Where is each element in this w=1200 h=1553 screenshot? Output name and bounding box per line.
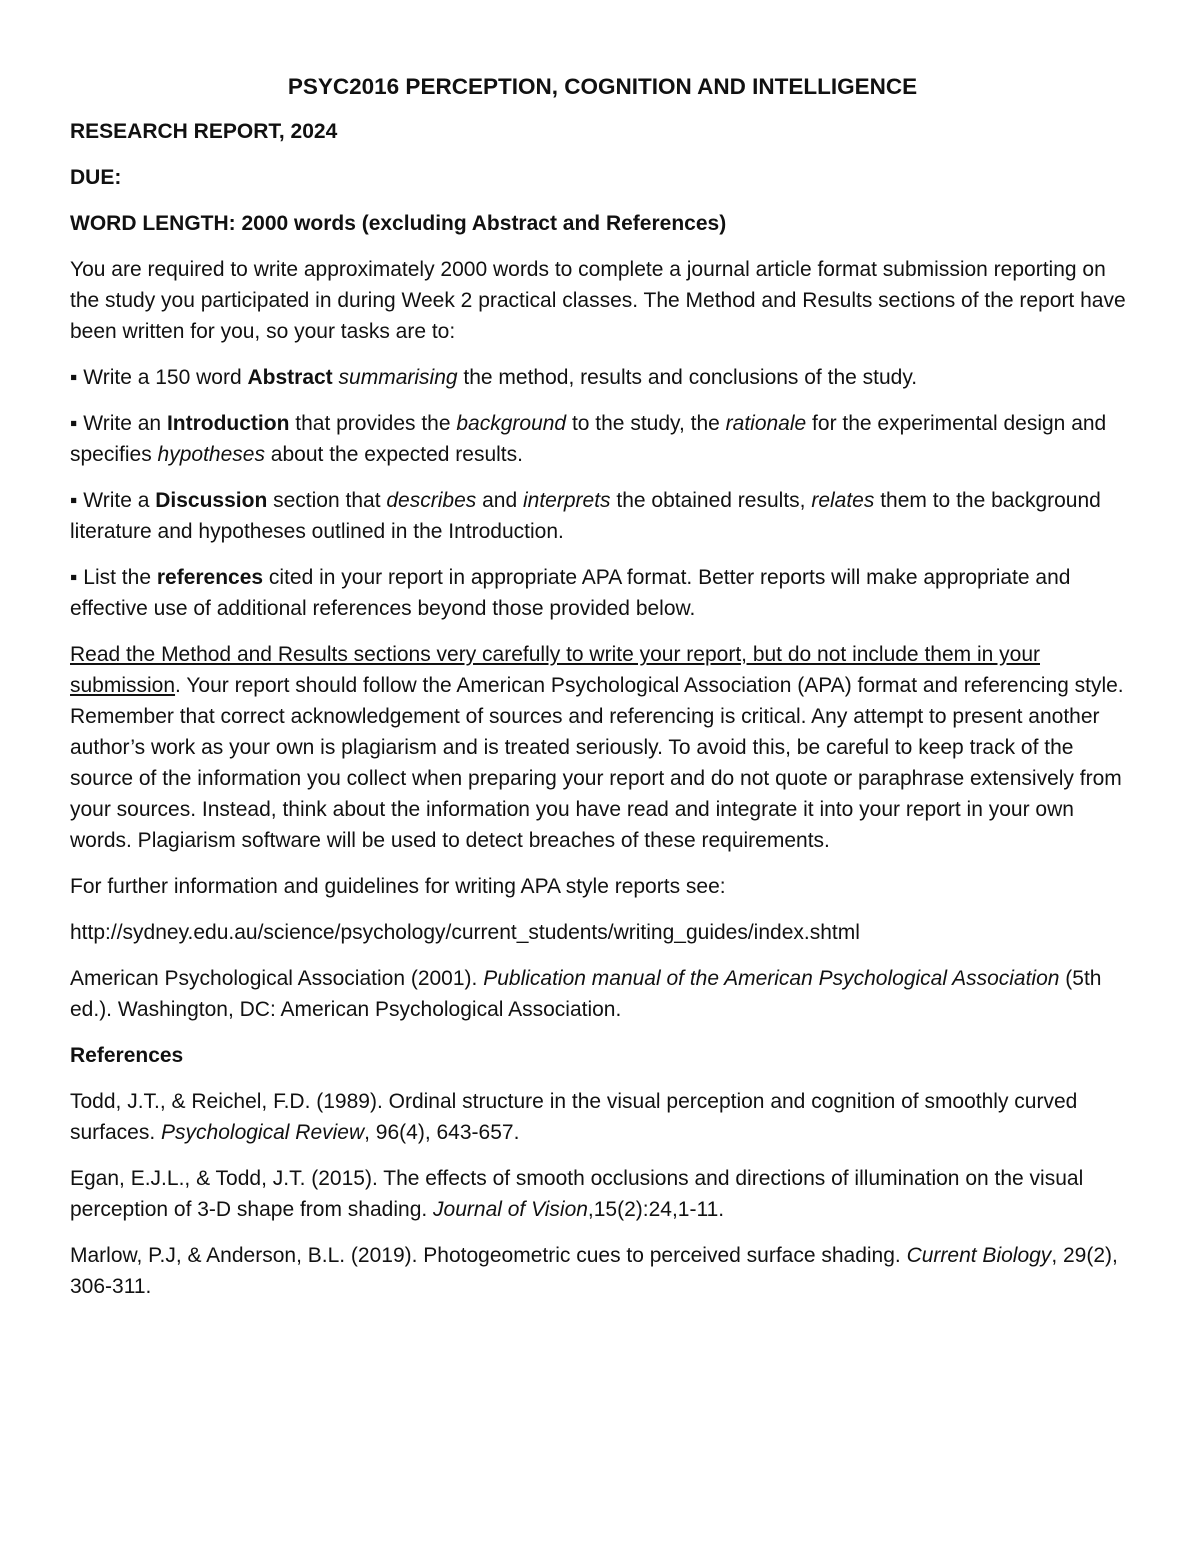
- task-references: [70, 562, 1135, 624]
- task-discussion: [70, 485, 1135, 547]
- reference-text: Marlow, P.J, & Anderson, B.L. (2019). Photogeometric cues to perceived surface shading.: [70, 1244, 907, 1267]
- bullet-icon: ▪: [70, 566, 78, 589]
- task-keyword: references: [156, 566, 264, 589]
- task-text: List the: [77, 566, 157, 589]
- task-text: and: [476, 489, 523, 512]
- reference-text: , 96(4), 643-657.: [364, 1121, 520, 1144]
- guide-url: http://sydney.edu.au/science/psychology/current_students/writing_guides/index.shtml: [70, 921, 860, 944]
- reference-text: Egan, E.J.L., & Todd, J.T. (2015). The effects of smooth occlusions and directions of illumination on the visual perception of 3-D shape from shading.: [70, 1167, 1084, 1221]
- reference-source: Psychological Review: [161, 1121, 365, 1144]
- reference-text: ,15(2):24,1-11.: [587, 1198, 725, 1221]
- intro-paragraph: You are required to write approximately 2000 words to complete a journal article format submission reporting on the study you participated in during Week 2 practical classes. The Method and Results sections of the report have been written for you, so your tasks are to:: [70, 258, 1126, 343]
- task-text: for the experimental design and specifies: [70, 412, 1107, 466]
- document-title: PSYC2016 PERCEPTION, COGNITION AND INTELLIGENCE: [287, 74, 918, 99]
- task-text: Write a: [77, 489, 156, 512]
- task-keyword: Introduction: [166, 412, 290, 435]
- task-text: to the study, the: [566, 412, 726, 435]
- task-text: section that: [267, 489, 387, 512]
- task-text: about the expected results.: [264, 443, 523, 466]
- task-abstract: [70, 362, 1135, 393]
- task-text: Write a 150 word: [77, 366, 248, 389]
- task-text: cited in your report in appropriate APA format. Better reports will make appropriate and effective use of additional references beyond those provided below.: [70, 566, 1071, 620]
- bullet-icon: ▪: [70, 412, 78, 435]
- reference-source: Journal of Vision: [433, 1198, 588, 1221]
- due-label: DUE:: [70, 166, 122, 189]
- reference-source: Current Biology: [906, 1244, 1052, 1267]
- word-length: WORD LENGTH: 2000 words (excluding Abstract and References): [70, 212, 727, 235]
- task-keyword: Discussion: [155, 489, 268, 512]
- bullet-icon: ▪: [70, 489, 78, 512]
- task-text: the method, results and conclusions of the study.: [457, 366, 918, 389]
- apa-manual-reference: [70, 963, 1135, 1025]
- task-emphasis: relates: [811, 489, 875, 512]
- report-line: RESEARCH REPORT, 2024: [70, 120, 338, 143]
- task-text: Write an: [77, 412, 167, 435]
- reference-text: (5th ed.). Washington, DC: American Psychological Association.: [70, 967, 1102, 1021]
- reference-text: , 29(2), 306-311.: [70, 1244, 1118, 1298]
- reference-text: American Psychological Association (2001).: [70, 967, 484, 990]
- task-emphasis: hypotheses: [157, 443, 265, 466]
- further-info: For further information and guidelines for writing APA style reports see:: [70, 875, 726, 898]
- references-heading: References: [70, 1044, 184, 1067]
- reference-item: [70, 1240, 1135, 1302]
- task-keyword: Abstract: [247, 366, 333, 389]
- reference-item: [70, 1086, 1135, 1148]
- task-text: them to the background literature and hypotheses outlined in the Introduction.: [70, 489, 1101, 543]
- plagiarism-text: . Your report should follow the American Psychological Association (APA) format and referencing style. Remember that correct acknowledgement of sources and referencing is critical. Any attempt to present another author’s work as your own is plagiarism and is treated seriously. To avoid this, be careful to keep track of the source of the information you collect when preparing your report and do not quote or paraphrase extensively from your sources. Instead, think about the information you have read and integrate it into your report in your own words. Plagiarism software will be used to detect breaches of these requirements.: [70, 674, 1124, 852]
- plagiarism-paragraph: [70, 639, 1135, 856]
- document-page: [70, 68, 1135, 1317]
- task-text: the obtained results,: [610, 489, 812, 512]
- task-text: that provides the: [289, 412, 457, 435]
- task-introduction: [70, 408, 1135, 470]
- reference-source: Publication manual of the American Psychological Association: [483, 967, 1060, 990]
- task-emphasis: summarising: [338, 366, 458, 389]
- bullet-icon: ▪: [70, 366, 78, 389]
- reference-text: Todd, J.T., & Reichel, F.D. (1989). Ordinal structure in the visual perception and cognition of smoothly curved surfaces.: [70, 1090, 1078, 1144]
- task-emphasis: describes: [386, 489, 477, 512]
- task-emphasis: background: [456, 412, 567, 435]
- task-emphasis: rationale: [725, 412, 807, 435]
- reference-item: [70, 1163, 1135, 1225]
- important-notice: Read the Method and Results sections very carefully to write your report, but do not include them in your submission: [70, 643, 1040, 697]
- task-emphasis: interprets: [522, 489, 611, 512]
